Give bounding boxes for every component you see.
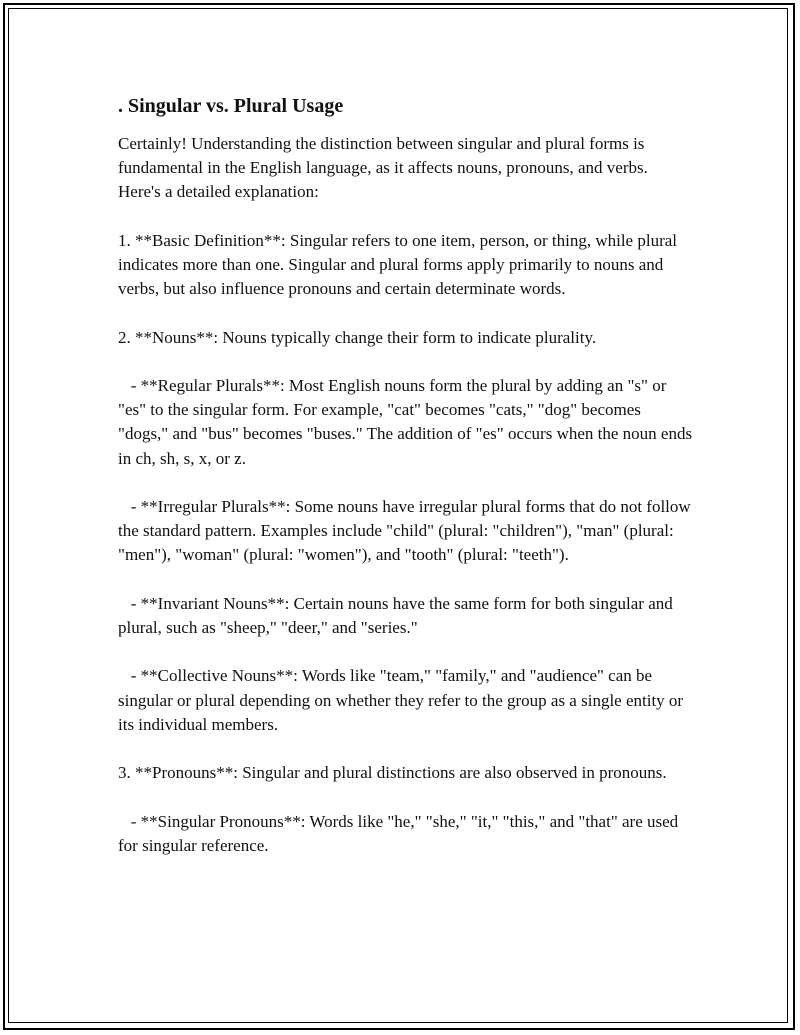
collective-nouns-paragraph: - **Collective Nouns**: Words like "team," "family," and "audience" can be singular or plural depending on whether they refer to the group as a single entity or its individual members. <box>118 666 688 734</box>
nouns-paragraph: 2. **Nouns**: Nouns typically change their form to indicate plurality. <box>118 327 597 347</box>
document-body <box>118 94 697 882</box>
invariant-nouns-paragraph: - **Invariant Nouns**: Certain nouns have the same form for both singular and plural, such as "sheep," "deer," and "series." <box>118 593 677 637</box>
irregular-plurals-paragraph: - **Irregular Plurals**: Some nouns have irregular plural forms that do not follow the standard pattern. Examples include "child" (plural: "children"), "man" (plural: "men"), "woman" (plural: "women"), and "tooth" (plural: "teeth"). <box>118 496 695 565</box>
intro-paragraph: Certainly! Understanding the distinction between singular and plural forms is fundamental in the English language, as it affects nouns, pronouns, and verbs. Here's a detailed explanation: <box>118 134 653 202</box>
document-title: . Singular vs. Plural Usage <box>118 95 344 117</box>
regular-plurals-paragraph: - **Regular Plurals**: Most English nouns form the plural by adding an "s" or "es" to the singular form. For example, "cat" becomes "cats," "dog" becomes "dogs," and "bus" becomes "buses." The addition of "es" occurs when the noun ends in ch, sh, s, x, or z. <box>118 375 697 468</box>
singular-pronouns-paragraph: - **Singular Pronouns**: Words like "he," "she," "it," "this," and "that" are used for singular reference. <box>118 811 683 855</box>
basic-definition-paragraph: 1. **Basic Definition**: Singular refers to one item, person, or thing, while plural indicates more than one. Singular and plural forms apply primarily to nouns and verbs, but also influence pronouns and certain determinate words. <box>118 230 682 299</box>
pronouns-paragraph: 3. **Pronouns**: Singular and plural distinctions are also observed in pronouns. <box>118 763 667 783</box>
